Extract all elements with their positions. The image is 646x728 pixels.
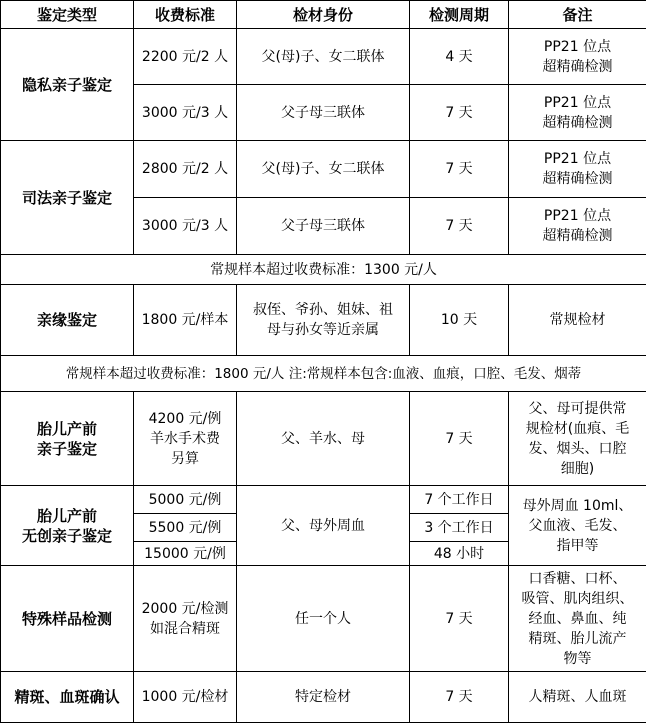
type-cell: 亲缘鉴定 (1, 285, 134, 356)
type-cell: 胎儿产前 无创亲子鉴定 (1, 486, 134, 566)
header-identity: 检材身份 (237, 1, 410, 29)
fee-cell: 15000 元/例 (134, 542, 237, 566)
period-cell: 7 天 (410, 392, 509, 486)
table-row (1, 566, 646, 672)
header-row (1, 1, 646, 29)
note-cell: 父、母可提供常 规检材(血痕、毛 发、烟头、口腔 细胞) (509, 392, 646, 486)
period-cell: 7 天 (410, 198, 509, 255)
table-row (1, 672, 646, 723)
header-note: 备注 (509, 1, 646, 29)
period-cell: 7 天 (410, 141, 509, 198)
note-cell: 母外周血 10ml、 父血液、毛发、 指甲等 (509, 486, 646, 566)
table-row (1, 141, 646, 198)
note-cell: PP21 位点 超精确检测 (509, 141, 646, 198)
fee-cell: 3000 元/3 人 (134, 85, 237, 141)
table-row (1, 486, 646, 514)
table-row (1, 255, 646, 285)
identity-cell: 父(母)子、女二联体 (237, 141, 410, 198)
table-row (1, 285, 646, 356)
fee-cell: 4200 元/例 羊水手术费 另算 (134, 392, 237, 486)
fee-cell: 2000 元/检测 如混合精斑 (134, 566, 237, 672)
identity-cell: 特定检材 (237, 672, 410, 723)
pricing-note: 常规样本超过收费标准：1300 元/人 (1, 255, 646, 285)
fee-cell: 1800 元/样本 (134, 285, 237, 356)
fee-cell: 5000 元/例 (134, 486, 237, 514)
period-cell: 48 小时 (410, 542, 509, 566)
note-cell: 常规检材 (509, 285, 646, 356)
identity-cell: 父(母)子、女二联体 (237, 29, 410, 85)
fee-cell: 3000 元/3 人 (134, 198, 237, 255)
fee-cell: 1000 元/检材 (134, 672, 237, 723)
fee-cell: 2200 元/2 人 (134, 29, 237, 85)
note-cell: PP21 位点 超精确检测 (509, 85, 646, 141)
note-cell: PP21 位点 超精确检测 (509, 29, 646, 85)
period-cell: 7 天 (410, 85, 509, 141)
identity-cell: 父子母三联体 (237, 198, 410, 255)
period-cell: 3 个工作日 (410, 514, 509, 542)
note-cell: 口香糖、口杯、 吸管、肌肉组织、 经血、鼻血、纯 精斑、胎儿流产 物等 (509, 566, 646, 672)
note-cell: PP21 位点 超精确检测 (509, 198, 646, 255)
type-cell: 精斑、血斑确认 (1, 672, 134, 723)
pricing-note: 常规样本超过收费标准：1800 元/人 注:常规样本包含:血液、血痕，口腔、毛发、烟蒂 (1, 356, 646, 392)
fee-cell: 5500 元/例 (134, 514, 237, 542)
period-cell: 4 天 (410, 29, 509, 85)
header-fee: 收费标准 (134, 1, 237, 29)
table-row (1, 392, 646, 486)
period-cell: 10 天 (410, 285, 509, 356)
identity-cell: 任一个人 (237, 566, 410, 672)
type-cell: 胎儿产前 亲子鉴定 (1, 392, 134, 486)
header-period: 检测周期 (410, 1, 509, 29)
period-cell: 7 天 (410, 566, 509, 672)
table-row (1, 356, 646, 392)
period-cell: 7 个工作日 (410, 486, 509, 514)
note-cell: 人精斑、人血斑 (509, 672, 646, 723)
identity-cell: 父、羊水、母 (237, 392, 410, 486)
period-cell: 7 天 (410, 672, 509, 723)
type-cell: 司法亲子鉴定 (1, 141, 134, 255)
identity-cell: 父、母外周血 (237, 486, 410, 566)
fee-cell: 2800 元/2 人 (134, 141, 237, 198)
identity-cell: 叔侄、爷孙、姐妹、祖 母与孙女等近亲属 (237, 285, 410, 356)
identity-cell: 父子母三联体 (237, 85, 410, 141)
type-cell: 特殊样品检测 (1, 566, 134, 672)
header-type: 鉴定类型 (1, 1, 134, 29)
type-cell: 隐私亲子鉴定 (1, 29, 134, 141)
table-row (1, 29, 646, 85)
